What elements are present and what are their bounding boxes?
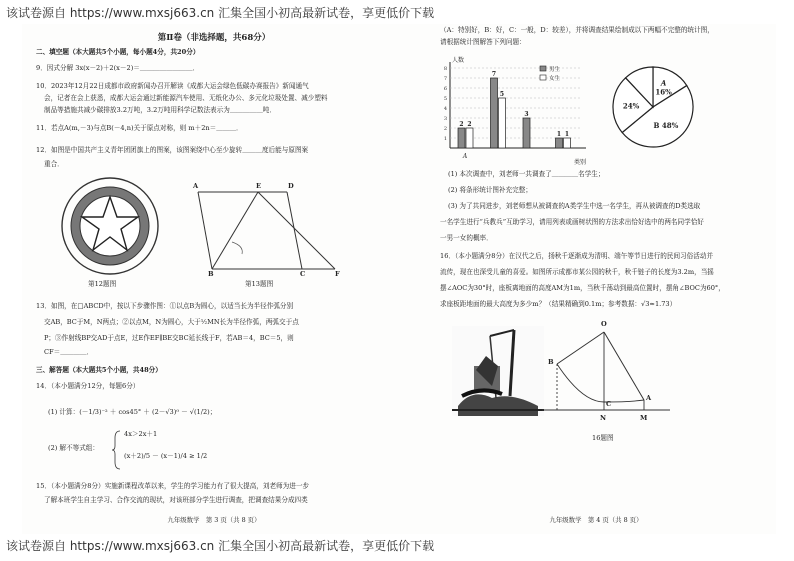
right-page (412, 24, 780, 529)
legend-swatch (540, 75, 546, 80)
y-axis-label: 人数 (452, 57, 465, 64)
question-16-line3: 摆∠AOC为30°时，座板离地面的高度AM为1m，当秋千荡动到最高位置时，摆角∠BOC为60°， (440, 284, 725, 292)
question-16-line2: 流传，现在也深受儿童的喜爱。如图所示成都市某公园的秋千，秋千链子的长度为3.2m，当摇 (440, 268, 714, 276)
y-tick-label: 7 (443, 76, 447, 82)
fig13-label-b: B (208, 270, 214, 278)
fig16-label-o: O (601, 320, 607, 328)
pie-chart (608, 62, 698, 152)
bar-data-label: 3 (524, 111, 529, 118)
question-9: 9．因式分解 3x(x－2)＋2(x－2)＝＿＿＿＿＿＿＿＿． (36, 64, 200, 72)
bar-chart (434, 54, 604, 166)
part-three-title: 三、解答题（本大题共5个小题，共48分） (36, 366, 162, 374)
fig13-label-a: A (193, 182, 199, 190)
question-14-head: 14．（本小题满分12分，每题6分） (36, 382, 140, 390)
bar (491, 78, 498, 148)
y-tick-label: 5 (443, 96, 447, 102)
figure-12-caption: 第12题图 (88, 280, 117, 288)
question-13-line3: P；③作射线BP交AD于点E，过E作EF∥BE交BC延长线于F，若AB＝4，BC＝5，则 (44, 334, 294, 342)
question-16-line1: 16．（本小题满分8分）在汉代之后，扬秋千逐渐成为清明、端午等节日进行的民间习俗活动并 (440, 252, 714, 260)
bottom-banner: 该试卷源自 https://www.mxsj663.cn 汇集全国小初高最新试卷，享更低价下载 (6, 539, 435, 553)
inequality-2: (x＋2)/5 － (x－1)/4 ≥ 1/2 (124, 452, 208, 460)
y-tick-label: 1 (443, 136, 447, 142)
question-14-part2-label: (2) 解不等式组： (48, 444, 99, 452)
question-15-line1: 15．（本小题满分8分）实施新课程改革以来，学生的学习能力有了很大提高，刘老师为进一步 (36, 482, 310, 490)
figure-13-parallelogram (190, 184, 340, 279)
question-13-line2: 交AB，BC于M，N两点；②以点M，N为圆心，大于½MN长为半径作弧，两弧交于点 (44, 318, 299, 326)
fig13-label-c: C (300, 270, 306, 278)
question-15-sub2: (2) 将条形统计图补充完整； (448, 186, 532, 194)
question-12-line1: 12．如图是中国共产主义青年团团旗上的图案，该图案绕中心至少旋转＿＿＿度后能与原图案 (36, 146, 309, 154)
bar (458, 128, 465, 148)
section-title: 第Ⅱ卷（非选择题，共68分） (157, 33, 271, 43)
pie-label: 24% (622, 101, 640, 111)
top-banner: 该试卷源自 https://www.mxsj663.cn 汇集全国小初高最新试卷，享更低价下载 (6, 6, 435, 20)
question-10-line2: 会，记者在会上获悉，成都大运会通过新能源汽车使用、无纸化办公、多元化垃圾处置、减少塑料 (44, 94, 328, 102)
bar (523, 118, 530, 148)
pie-percent: 16% (655, 87, 672, 97)
figure-13-caption: 第13题图 (245, 280, 274, 288)
x-axis-label: 类别 (574, 159, 587, 166)
bar-data-label: 1 (564, 131, 570, 138)
pie-label: A (660, 78, 667, 88)
x-tick-label: A (462, 153, 468, 160)
fig16-label-m: M (640, 414, 648, 422)
inequality-brace (112, 430, 122, 470)
swing-photo (452, 326, 544, 416)
y-tick-label: 2 (443, 126, 447, 132)
figure-12-emblem (60, 176, 160, 276)
question-15-cont-line2: 请根据统计图解答下列问题： (440, 38, 526, 46)
question-15-cont-line1: （A：特别好，B：好，C：一般，D：较差），并将调查结果绘制成以下两幅不完整的统计图， (440, 26, 714, 34)
left-page (30, 24, 398, 529)
bar (564, 138, 571, 148)
fig16-label-b: B (548, 358, 554, 366)
question-13-line1: 13．如图，在□ABCD中，按以下步骤作图：①以点B为圆心，以适当长为半径作弧分别 (36, 302, 294, 310)
bar-data-label: 2 (459, 121, 464, 128)
question-15-sub3-line1: (3) 为了共同进步，刘老师想从被调查的A类学生中选一名学生，再从被调查的D类选取 (448, 202, 701, 210)
exam-sheet (22, 24, 776, 534)
legend-label: 女生 (549, 76, 561, 82)
question-15-sub1: (1) 本次调查中，刘老师一共调查了＿＿＿＿名学生； (448, 170, 605, 178)
legend-swatch (540, 66, 546, 71)
bar-data-label: 1 (556, 131, 562, 138)
bar (499, 98, 506, 148)
bar (466, 128, 473, 148)
bar (556, 138, 563, 148)
y-tick-label: 3 (443, 116, 447, 122)
legend-label: 男生 (549, 67, 561, 73)
y-tick-label: 8 (443, 66, 447, 72)
fig16-label-n: N (600, 414, 607, 422)
bar-data-label: 2 (467, 121, 472, 128)
question-15-sub3-line3: 一男一女的概率． (440, 234, 493, 242)
question-13-line4: CF＝＿＿＿＿． (44, 348, 94, 356)
question-14-part1: (1) 计算：(－1/3)⁻² ＋ cos45° ＋ (2－√3)⁰ － √(1/2)； (48, 408, 217, 416)
question-11: 11．若点A(m,－3)与点B(－4,n)关于原点对称，则 m＋2n＝＿＿＿． (36, 124, 243, 132)
fig16-label-a: A (646, 394, 652, 402)
fig13-label-d: D (288, 182, 294, 190)
fig13-label-e: E (256, 182, 262, 190)
figure-16-caption: 16题图 (592, 434, 614, 442)
question-15-line2: 了解本班学生自主学习、合作交流的现状，对该班部分学生进行调查，把调查结果分成四类 (44, 496, 308, 504)
right-page-footer: 九年级数学 第 4 页（共 8 页） (549, 516, 643, 524)
bar-data-label: 5 (499, 91, 505, 98)
question-10-line1: 10．2023年12月22日成都市政府新闻办召开解读《成都大运会绿色低碳办赛报告》新闻通气 (36, 82, 309, 90)
left-page-footer: 九年级数学 第 3 页（共 8 页） (167, 516, 261, 524)
fig13-label-f: F (335, 270, 340, 278)
y-tick-label: 6 (443, 86, 447, 92)
question-15-sub3-line2: 一名学生进行“兵教兵”互助学习，请用列表或画树状图的方法求出恰好选中的两名同学恰好 (440, 218, 704, 226)
pie-label: B 48% (653, 120, 679, 130)
question-10-line3: 制品等措施共减少碳排放3.2万吨，3.2万吨用科学记数法表示为＿＿＿＿＿吨． (44, 106, 276, 114)
fig16-label-c: C (606, 400, 612, 408)
bar-data-label: 7 (491, 71, 497, 78)
inequality-1: 4x＞2x＋1 (124, 430, 158, 438)
part-two-title: 二、填空题（本大题共5个小题，每小题4分，共20分） (36, 48, 200, 56)
question-12-line2: 重合． (44, 160, 64, 168)
question-16-line4: 求座板距地面的最大高度为多少m？（结果精确到0.1m；参考数据：√3≈1.73） (440, 300, 677, 308)
y-tick-label: 4 (443, 106, 447, 112)
